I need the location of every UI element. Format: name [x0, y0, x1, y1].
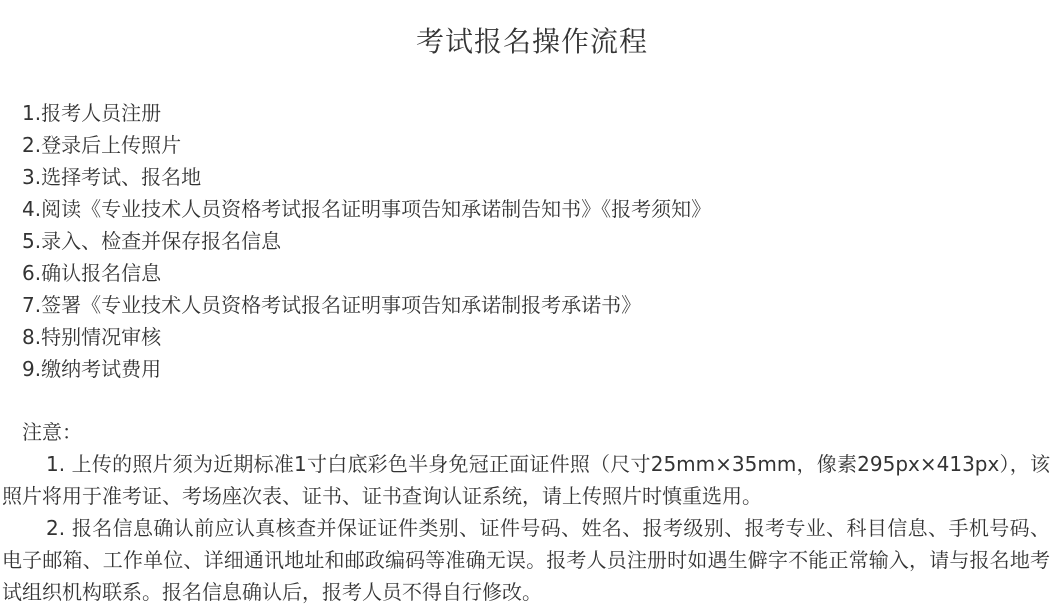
step-item: 6.确认报名信息 — [22, 261, 162, 285]
step-item: 9.缴纳考试费用 — [22, 357, 162, 381]
step-item: 4.阅读《专业技术人员资格考试报名证明事项告知承诺制告知书》《报考须知》 — [22, 197, 712, 221]
step-item: 1.报考人员注册 — [22, 101, 162, 125]
page-title: 考试报名操作流程 — [415, 25, 648, 58]
step-item: 8.特别情况审核 — [22, 325, 162, 349]
step-item: 7.签署《专业技术人员资格考试报名证明事项告知承诺制报考承诺书》 — [22, 293, 642, 317]
step-item: 2.登录后上传照片 — [22, 133, 182, 157]
step-item: 5.录入、检查并保存报名信息 — [22, 229, 282, 253]
note-paragraph: 1. 上传的照片须为近期标准1寸白底彩色半身免冠正面证件照（尺寸25mm×35mm，像素295px×413px），该照片将用于准考证、考场座次表、证书、证书查询认证系统，请上传照片时慎重选用。 — [2, 452, 1050, 508]
step-item: 3.选择考试、报名地 — [22, 165, 202, 189]
note-paragraph: 2. 报名信息确认前应认真核查并保证证件类别、证件号码、姓名、报考级别、报考专业、科目信息、手机号码、电子邮箱、工作单位、详细通讯地址和邮政编码等准确无误。报考人员注册时如遇生僻字不能正常输入，请与报名地考试组织机构联系。报名信息确认后，报考人员不得自行修改。 — [2, 516, 1050, 604]
notes-label: 注意： — [22, 420, 82, 444]
process-steps-list — [22, 97, 711, 385]
